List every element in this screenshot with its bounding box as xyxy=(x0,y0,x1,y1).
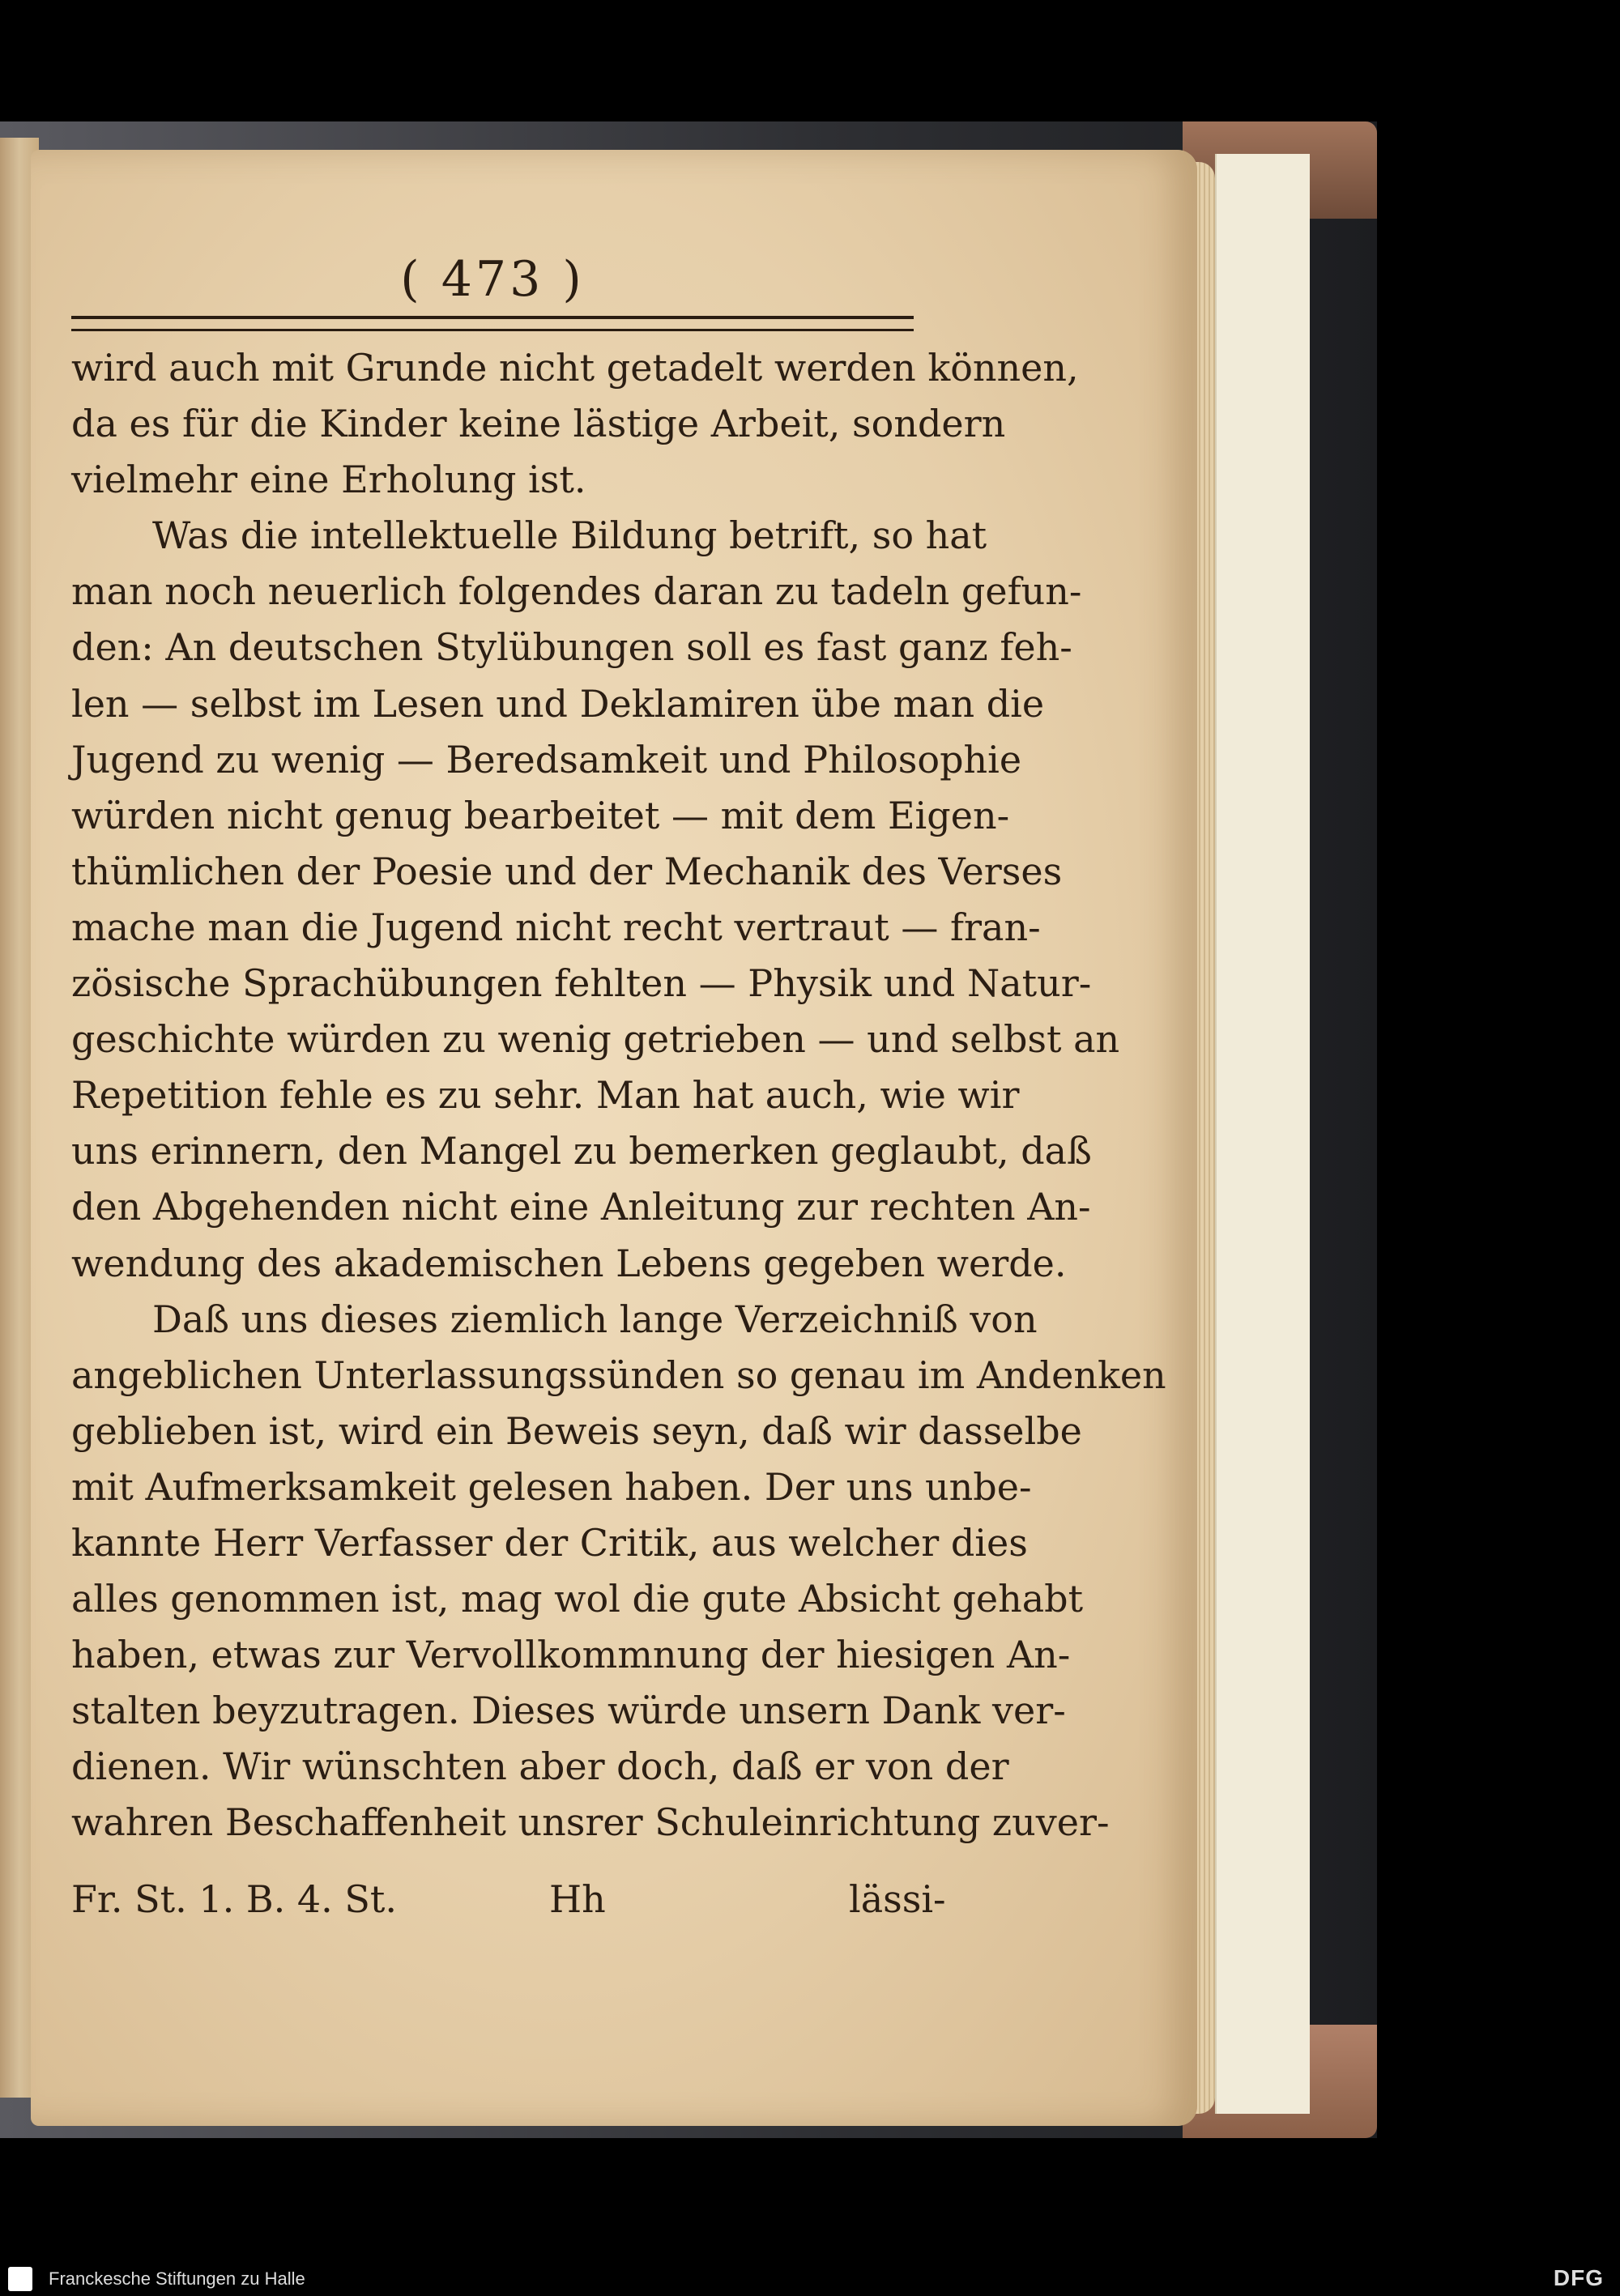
text-line: uns erinnern, den Mangel zu bemerken geglaubt, daß xyxy=(71,1129,1092,1174)
text-line: mache man die Jugend nicht recht vertraut — fran- xyxy=(71,905,1041,949)
page-text xyxy=(71,340,1166,1851)
text-line: len — selbst im Lesen und Deklamiren übe man die xyxy=(71,681,1045,726)
institution-name: Franckesche Stiftungen zu Halle xyxy=(49,2268,305,2289)
text-line: vielmehr eine Erholung ist. xyxy=(71,458,586,502)
text-line: stalten beyzutragen. Dieses würde unsern Dank ver- xyxy=(71,1689,1066,1733)
text-line: zösische Sprachübungen fehlten — Physik und Natur- xyxy=(71,961,1092,1006)
text-line: haben, etwas zur Vervollkommnung der hiesigen An- xyxy=(71,1633,1071,1677)
text-line: wendung des akademischen Lebens gegeben werde. xyxy=(71,1241,1067,1285)
text-line: geblieben ist, wird ein Beweis seyn, daß wir dasselbe xyxy=(71,1408,1082,1453)
catchword: lässi- xyxy=(849,1877,946,1921)
text-line: Was die intellektuelle Bildung betrift, so hat xyxy=(152,513,987,558)
viewer-bottom-bar xyxy=(0,2264,1620,2296)
text-line: Daß uns dieses ziemlich lange Verzeichniß von xyxy=(152,1297,1038,1341)
text-line: angeblichen Unterlassungssünden so genau im Andenken xyxy=(71,1352,1166,1397)
text-line: man noch neuerlich folgendes daran zu tadeln gefun- xyxy=(71,569,1082,614)
institution-logo-icon xyxy=(8,2267,32,2291)
text-line: dienen. Wir wünschten aber doch, daß er von der xyxy=(71,1744,1009,1789)
sheet-mark: Hh xyxy=(549,1877,606,1921)
text-line: den: An deutschen Stylübungen soll es fast ganz feh- xyxy=(71,625,1072,670)
header-rule xyxy=(71,316,914,331)
text-line: geschichte würden zu wenig getrieben — und selbst an xyxy=(71,1017,1120,1062)
text-line: den Abgehenden nicht eine Anleitung zur rechten An- xyxy=(71,1185,1091,1229)
text-line: Jugend zu wenig — Beredsamkeit und Philosophie xyxy=(71,737,1022,782)
flyleaf xyxy=(1215,154,1310,2114)
page-number: ( 473 ) xyxy=(400,251,585,308)
text-line: da es für die Kinder keine lästige Arbeit, sondern xyxy=(71,402,1006,446)
text-line: wahren Beschaffenheit unsrer Schuleinrichtung zuver- xyxy=(71,1800,1110,1845)
dfg-logo: DFG xyxy=(1553,2265,1604,2290)
text-line: mit Aufmerksamkeit gelesen haben. Der uns unbe- xyxy=(71,1464,1032,1509)
text-line: wird auch mit Grunde nicht getadelt werden können, xyxy=(71,346,1079,390)
page-footer xyxy=(71,1877,946,1934)
text-line: würden nicht genug bearbeitet — mit dem Eigen- xyxy=(71,793,1010,837)
text-line: thümlichen der Poesie und der Mechanik des Verses xyxy=(71,849,1063,893)
text-line: Repetition fehle es zu sehr. Man hat auch, wie wir xyxy=(71,1073,1020,1118)
signature-mark: Fr. St. 1. B. 4. St. xyxy=(71,1877,398,1921)
text-line: alles genommen ist, mag wol die gute Absicht gehabt xyxy=(71,1577,1084,1621)
text-line: kannte Herr Verfasser der Critik, aus welcher dies xyxy=(71,1520,1028,1565)
